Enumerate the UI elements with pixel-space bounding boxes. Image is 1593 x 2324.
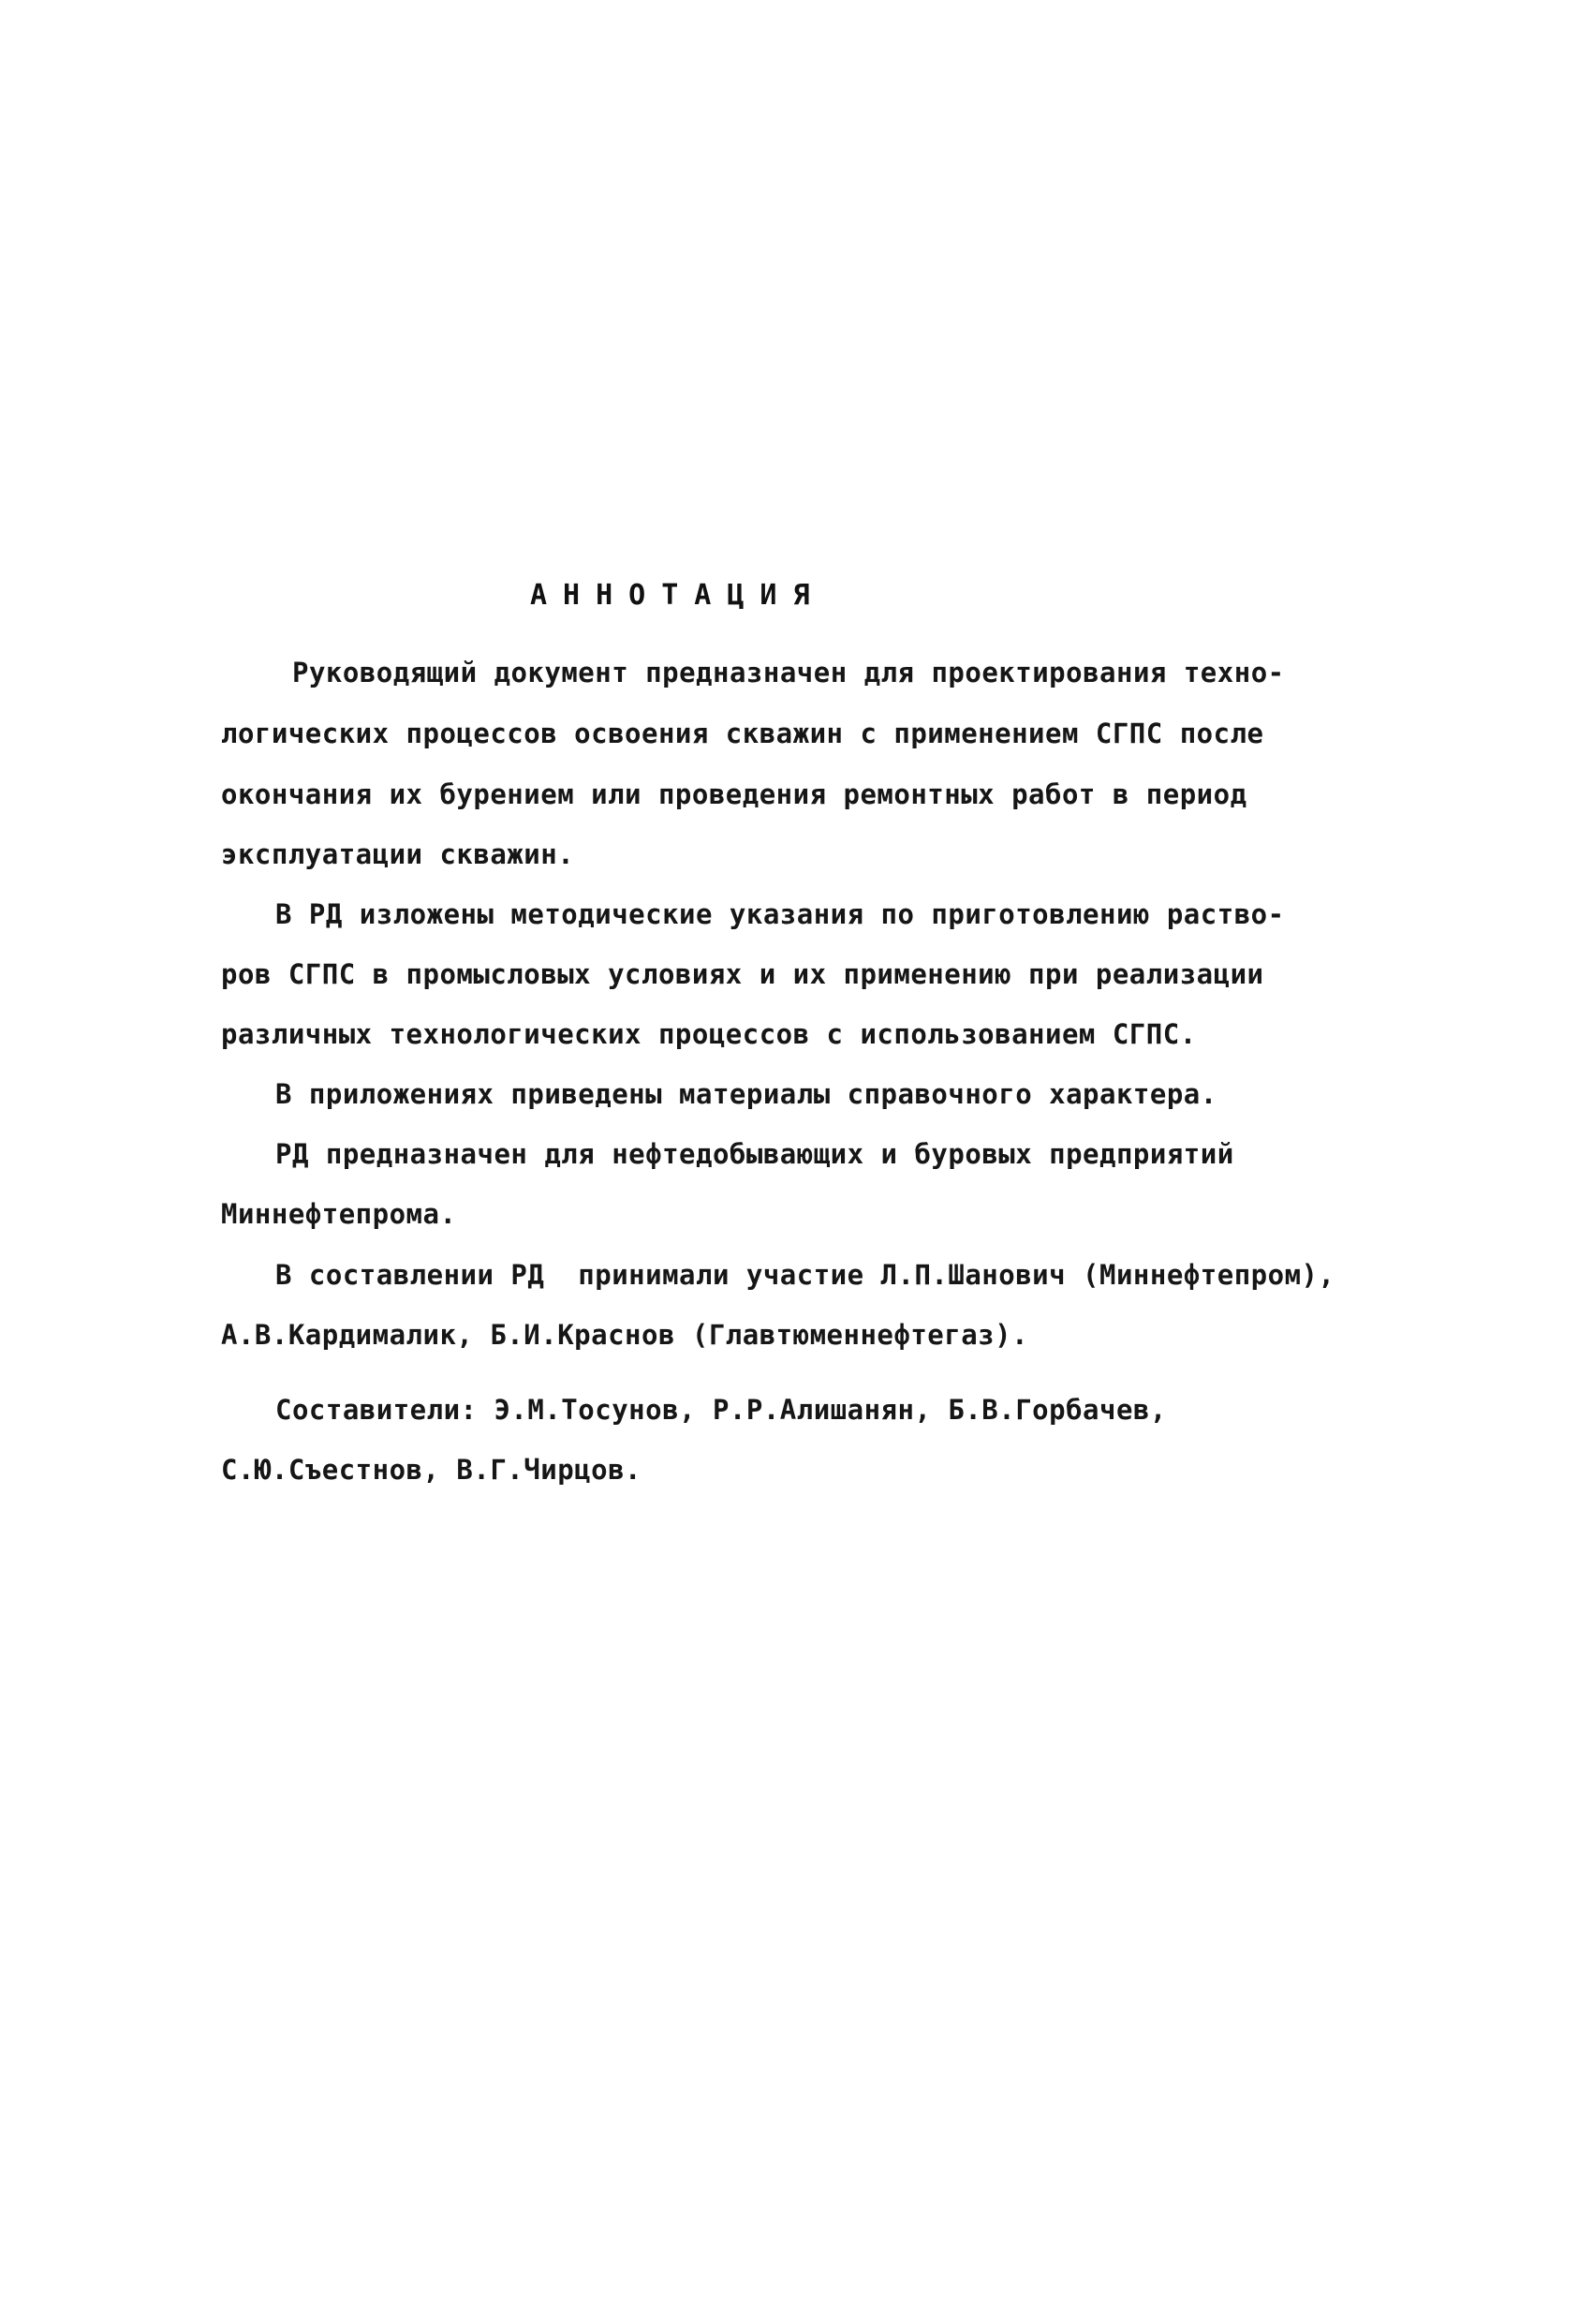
text-line: А.В.Кардималик, Б.И.Краснов (Главтюменнефтегаз). xyxy=(221,1319,1029,1351)
text-line: В приложениях приведены материалы справочного характера. xyxy=(275,1078,1217,1110)
text-line: РД предназначен для нефтедобывающих и буровых предприятий xyxy=(275,1138,1234,1170)
text-line: Составители: Э.М.Тосунов, Р.Р.Алишанян, Б.В.Горбачев, xyxy=(275,1394,1167,1426)
text-line: С.Ю.Съестнов, В.Г.Чирцов. xyxy=(221,1454,642,1486)
text-line: различных технологических процессов с использованием СГПС. xyxy=(221,1018,1197,1050)
page-title: АННОТАЦИЯ xyxy=(530,579,826,612)
text-line: В РД изложены методические указания по приготовлению раство- xyxy=(275,898,1285,930)
text-line: ров СГПС в промысловых условиях и их применению при реализации xyxy=(221,958,1264,990)
text-line: логических процессов освоения скважин с применением СГПС после xyxy=(221,718,1264,749)
text-line: окончания их бурением или проведения ремонтных работ в период xyxy=(221,778,1247,810)
text-line: Руководящий документ предназначен для проектирования техно- xyxy=(292,657,1285,688)
text-line: Миннефтепрома. xyxy=(221,1198,457,1230)
text-line: эксплуатации скважин. xyxy=(221,838,575,870)
text-line: В составлении РД принимали участие Л.П.Шанович (Миннефтепром), xyxy=(275,1259,1335,1291)
